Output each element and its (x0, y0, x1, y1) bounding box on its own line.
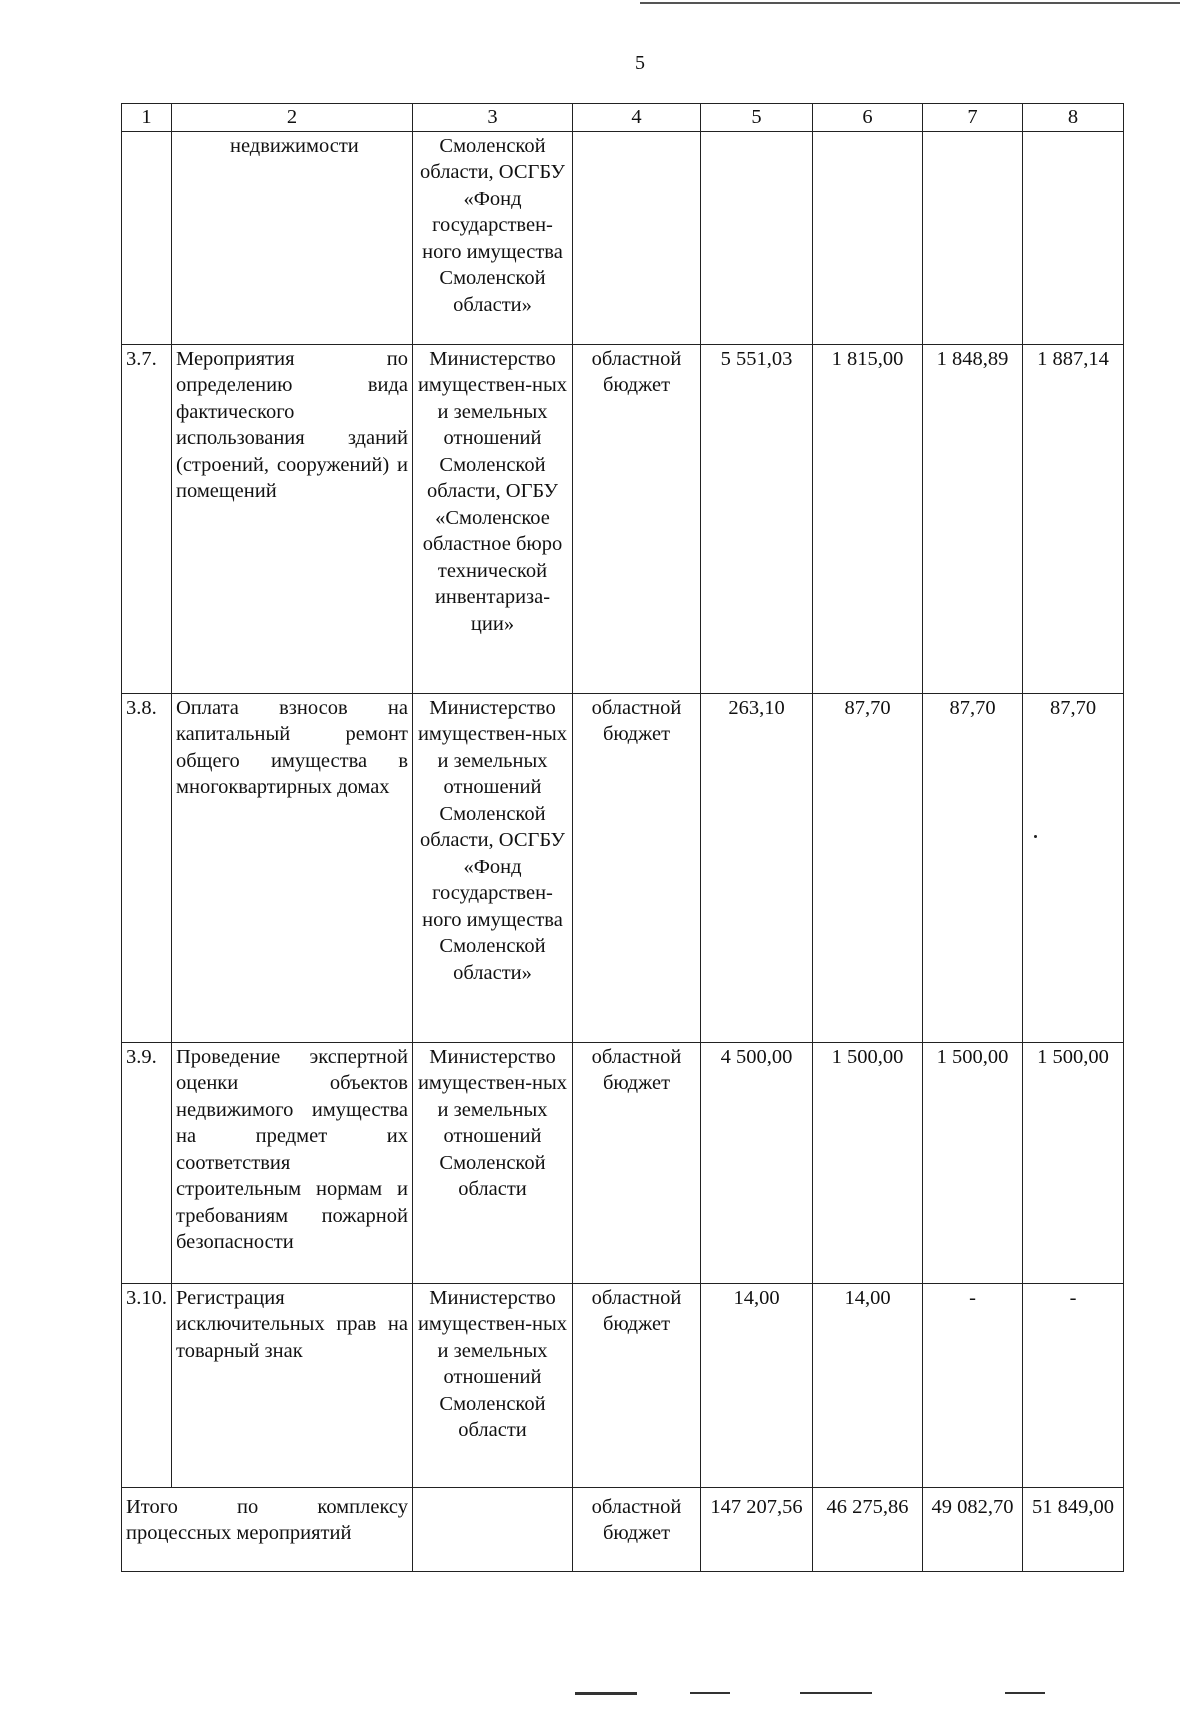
row-year2-cell (923, 131, 1023, 344)
row-year2-cell: 87,70 (923, 693, 1023, 1042)
row-number-cell: 3.8. (122, 693, 172, 1042)
total-year2-cell: 49 082,70 (923, 1487, 1023, 1571)
table-row (122, 1042, 1124, 1283)
row-total-cell: 5 551,03 (701, 344, 813, 693)
row-year2-cell: 1 848,89 (923, 344, 1023, 693)
row-name-cell: Проведение экспертной оценки объектов недвижимого имущества на предмет их соответствия строительным нормам и требованиям пожарной безопасности (172, 1042, 413, 1283)
row-executor-cell: Министерство имуществен-ных и земельных отношений Смоленской области (413, 1042, 573, 1283)
page-number: 5 (635, 52, 645, 74)
scan-edge-mark (800, 1692, 872, 1694)
header-cell: 3 (413, 104, 573, 132)
total-year1-cell: 46 275,86 (813, 1487, 923, 1571)
row-year2-cell: 1 500,00 (923, 1042, 1023, 1283)
row-source-cell: областной бюджет (573, 1283, 701, 1487)
total-year3-cell: 51 849,00 (1023, 1487, 1124, 1571)
row-source-cell (573, 131, 701, 344)
row-number-cell: 3.9. (122, 1042, 172, 1283)
row-executor-cell: Смоленской области, ОСГБУ «Фонд государствен-ного имущества Смоленской области» (413, 131, 573, 344)
row-year3-cell: 1 887,14 (1023, 344, 1124, 693)
row-year1-cell: 87,70 (813, 693, 923, 1042)
row-executor-cell: Министерство имуществен-ных и земельных отношений Смоленской области, ОГБУ «Смоленское областное бюро технической инвентариза-ции» (413, 344, 573, 693)
header-cell: 5 (701, 104, 813, 132)
header-cell: 7 (923, 104, 1023, 132)
row-number-cell: 3.7. (122, 344, 172, 693)
total-sum-cell: 147 207,56 (701, 1487, 813, 1571)
scan-speck (1034, 835, 1037, 838)
table-row (122, 693, 1124, 1042)
total-executor-cell (413, 1487, 573, 1571)
total-label-cell: Итого по комплексу процессных мероприятий (122, 1487, 413, 1571)
total-source-cell: областной бюджет (573, 1487, 701, 1571)
row-year1-cell (813, 131, 923, 344)
table-row (122, 131, 1124, 344)
row-year3-cell (1023, 131, 1124, 344)
row-name-cell: недвижимости (172, 131, 413, 344)
row-source-cell: областной бюджет (573, 1042, 701, 1283)
table-total-row (122, 1487, 1124, 1571)
row-number-cell: 3.10. (122, 1283, 172, 1487)
row-total-cell: 4 500,00 (701, 1042, 813, 1283)
row-name-cell: Регистрация исключительных прав на товарный знак (172, 1283, 413, 1487)
table-row (122, 1283, 1124, 1487)
header-cell: 4 (573, 104, 701, 132)
scan-edge-mark (1005, 1692, 1045, 1694)
table-header-row (122, 104, 1124, 132)
header-cell: 8 (1023, 104, 1124, 132)
row-total-cell: 263,10 (701, 693, 813, 1042)
row-executor-cell: Министерство имуществен-ных и земельных отношений Смоленской области (413, 1283, 573, 1487)
row-executor-cell: Министерство имуществен-ных и земельных отношений Смоленской области, ОСГБУ «Фонд государствен-ного имущества Смоленской области» (413, 693, 573, 1042)
row-year3-cell: 87,70 (1023, 693, 1124, 1042)
header-cell: 2 (172, 104, 413, 132)
row-total-cell (701, 131, 813, 344)
program-table (121, 103, 1124, 1572)
table-row (122, 344, 1124, 693)
header-cell: 6 (813, 104, 923, 132)
row-name-cell: Мероприятия по определению вида фактического использования зданий (строений, сооружений) и помещений (172, 344, 413, 693)
row-source-cell: областной бюджет (573, 693, 701, 1042)
scan-edge-mark (690, 1692, 730, 1694)
row-year3-cell: - (1023, 1283, 1124, 1487)
scan-edge-line (640, 2, 1180, 4)
row-total-cell: 14,00 (701, 1283, 813, 1487)
row-year2-cell: - (923, 1283, 1023, 1487)
row-year1-cell: 14,00 (813, 1283, 923, 1487)
row-year1-cell: 1 500,00 (813, 1042, 923, 1283)
row-number-cell (122, 131, 172, 344)
scan-edge-mark (575, 1692, 637, 1695)
row-source-cell: областной бюджет (573, 344, 701, 693)
row-year1-cell: 1 815,00 (813, 344, 923, 693)
row-name-cell: Оплата взносов на капитальный ремонт общего имущества в многоквартирных домах (172, 693, 413, 1042)
row-year3-cell: 1 500,00 (1023, 1042, 1124, 1283)
header-cell: 1 (122, 104, 172, 132)
